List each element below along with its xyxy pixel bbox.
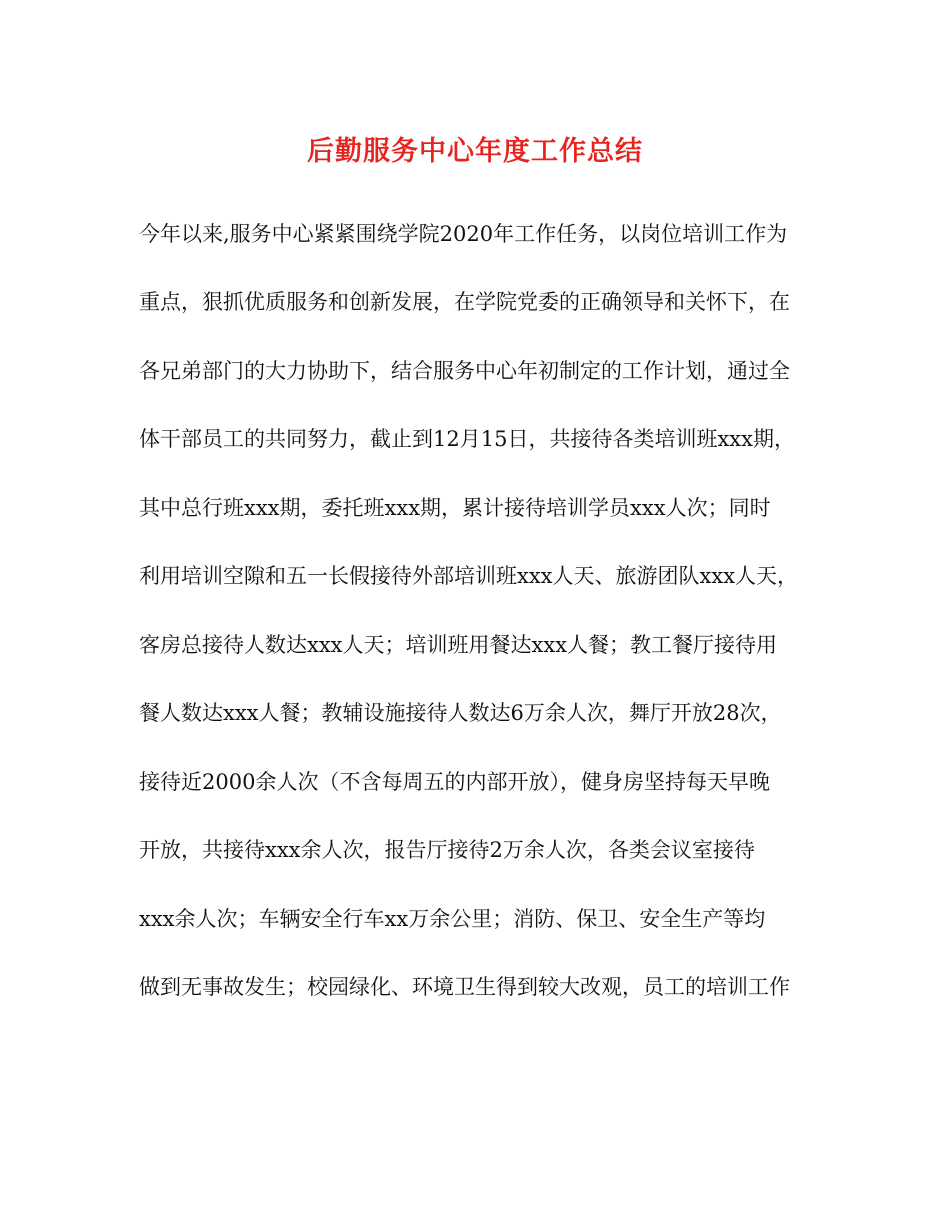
body-line: 体干部员工的共同努力，截止到12月15日，共接待各类培训班xxx期， xyxy=(139,427,795,451)
body-line: 利用培训空隙和五一长假接待外部培训班xxx人天、旅游团队xxx人天， xyxy=(139,564,799,588)
body-line: 做到无事故发生；校园绿化、环境卫生得到较大改观，员工的培训工作 xyxy=(139,975,790,999)
body-line: 开放，共接待xxx余人次，报告厅接待2万余人次，各类会议室接待 xyxy=(139,838,755,862)
body-line: 今年以来,服务中心紧紧围绕学院2020年工作任务，以岗位培训工作为 xyxy=(139,222,788,246)
body-line: xxx余人次；车辆安全行车xx万余公里；消防、保卫、安全生产等均 xyxy=(139,907,766,931)
body-line: 接待近2000余人次（不含每周五的内部开放），健身房坚持每天早晚 xyxy=(139,770,770,794)
body-line: 餐人数达xxx人餐；教辅设施接待人数达6万余人次，舞厅开放28次， xyxy=(139,701,782,725)
body-line: 各兄弟部门的大力协助下，结合服务中心年初制定的工作计划，通过全 xyxy=(139,359,790,383)
body-line: 重点，狠抓优质服务和创新发展，在学院党委的正确领导和关怀下，在 xyxy=(139,290,790,314)
document-title: 后勤服务中心年度工作总结 xyxy=(307,136,643,167)
body-line: 客房总接待人数达xxx人天；培训班用餐达xxx人餐；教工餐厅接待用 xyxy=(139,633,778,657)
body-line: 其中总行班xxx期，委托班xxx期，累计接待培训学员xxx人次；同时 xyxy=(139,496,771,520)
